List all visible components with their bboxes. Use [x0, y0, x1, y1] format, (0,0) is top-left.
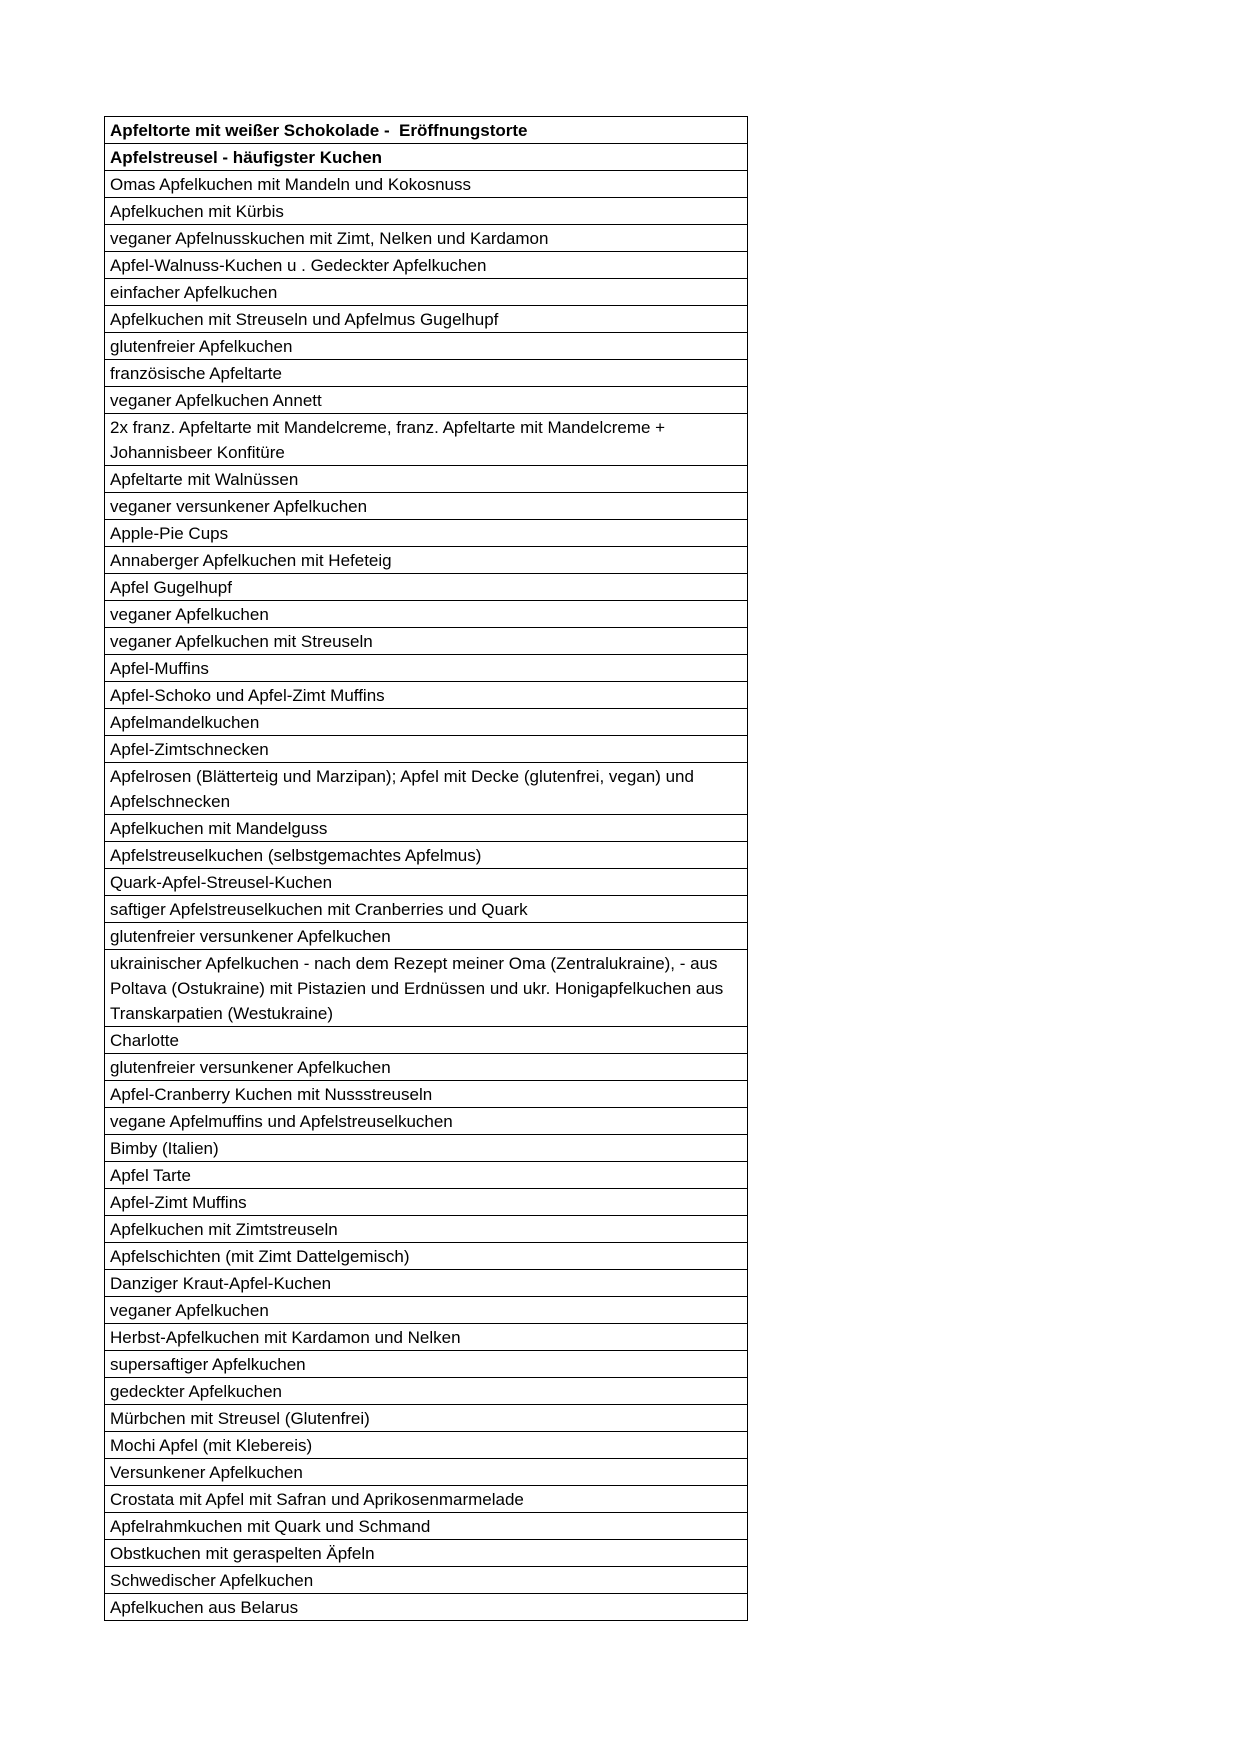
cake-name-cell: Charlotte — [105, 1027, 748, 1054]
cake-name-cell: Apfel-Schoko und Apfel-Zimt Muffins — [105, 682, 748, 709]
table-row — [105, 144, 748, 171]
table-row — [105, 842, 748, 869]
cake-name-cell: Apfelrosen (Blätterteig und Marzipan); Apfel mit Decke (glutenfrei, vegan) und Apfelschnecken — [105, 763, 748, 815]
cake-name-cell: veganer Apfelkuchen — [105, 601, 748, 628]
cake-name-cell: Apfel-Zimt Muffins — [105, 1189, 748, 1216]
table-row — [105, 252, 748, 279]
table-row — [105, 1297, 748, 1324]
cake-name-cell: Apfeltorte mit weißer Schokolade - Eröffnungstorte — [105, 117, 748, 144]
cake-name-cell: Versunkener Apfelkuchen — [105, 1459, 748, 1486]
table-row — [105, 1567, 748, 1594]
table-row — [105, 1324, 748, 1351]
table-row — [105, 1540, 748, 1567]
table-row — [105, 601, 748, 628]
table-row — [105, 360, 748, 387]
cake-name-cell: ukrainischer Apfelkuchen - nach dem Rezept meiner Oma (Zentralukraine), - aus Poltava (Ostukraine) mit Pistazien und Erdnüssen und ukr. Honigapfelkuchen aus Transkarpatien (Westukraine) — [105, 950, 748, 1027]
cake-name-cell: glutenfreier Apfelkuchen — [105, 333, 748, 360]
table-row — [105, 763, 748, 815]
cake-name-cell: Apfelrahmkuchen mit Quark und Schmand — [105, 1513, 748, 1540]
cake-name-cell: französische Apfeltarte — [105, 360, 748, 387]
table-row — [105, 547, 748, 574]
cake-name-cell: vegane Apfelmuffins und Apfelstreuselkuchen — [105, 1108, 748, 1135]
table-row — [105, 1162, 748, 1189]
table-row — [105, 574, 748, 601]
cake-name-cell: veganer versunkener Apfelkuchen — [105, 493, 748, 520]
table-row — [105, 1432, 748, 1459]
cake-name-cell: glutenfreier versunkener Apfelkuchen — [105, 923, 748, 950]
cake-name-cell: Apfelschichten (mit Zimt Dattelgemisch) — [105, 1243, 748, 1270]
table-row — [105, 923, 748, 950]
cake-name-cell: veganer Apfelnusskuchen mit Zimt, Nelken und Kardamon — [105, 225, 748, 252]
table-row — [105, 279, 748, 306]
cake-name-cell: Apfel-Walnuss-Kuchen u . Gedeckter Apfelkuchen — [105, 252, 748, 279]
table-row — [105, 1459, 748, 1486]
table-row — [105, 1135, 748, 1162]
cake-name-cell: Annaberger Apfelkuchen mit Hefeteig — [105, 547, 748, 574]
table-row — [105, 628, 748, 655]
cake-name-cell: Apfel Gugelhupf — [105, 574, 748, 601]
cake-name-cell: Apfelkuchen aus Belarus — [105, 1594, 748, 1621]
table-row — [105, 1108, 748, 1135]
cake-list-table — [104, 116, 748, 1621]
cake-name-cell: Crostata mit Apfel mit Safran und Aprikosenmarmelade — [105, 1486, 748, 1513]
cake-name-cell: Apfel Tarte — [105, 1162, 748, 1189]
cake-name-cell: saftiger Apfelstreuselkuchen mit Cranberries und Quark — [105, 896, 748, 923]
table-row — [105, 655, 748, 682]
table-row — [105, 387, 748, 414]
table-row — [105, 682, 748, 709]
cake-name-cell: einfacher Apfelkuchen — [105, 279, 748, 306]
cake-name-cell: Danziger Kraut-Apfel-Kuchen — [105, 1270, 748, 1297]
table-row — [105, 1216, 748, 1243]
table-row — [105, 225, 748, 252]
cake-name-cell: Apfelkuchen mit Kürbis — [105, 198, 748, 225]
cake-name-cell: Apfelstreuselkuchen (selbstgemachtes Apfelmus) — [105, 842, 748, 869]
cake-name-cell: Schwedischer Apfelkuchen — [105, 1567, 748, 1594]
table-row — [105, 1189, 748, 1216]
cake-list-body — [105, 117, 748, 1621]
table-row — [105, 1378, 748, 1405]
table-row — [105, 171, 748, 198]
table-row — [105, 1594, 748, 1621]
cake-name-cell: gedeckter Apfelkuchen — [105, 1378, 748, 1405]
cake-name-cell: Apfel-Cranberry Kuchen mit Nussstreuseln — [105, 1081, 748, 1108]
table-row — [105, 1027, 748, 1054]
cake-name-cell: Bimby (Italien) — [105, 1135, 748, 1162]
table-row — [105, 1513, 748, 1540]
table-row — [105, 1081, 748, 1108]
table-row — [105, 1270, 748, 1297]
table-row — [105, 1486, 748, 1513]
cake-name-cell: Apfelmandelkuchen — [105, 709, 748, 736]
table-row — [105, 198, 748, 225]
cake-name-cell: glutenfreier versunkener Apfelkuchen — [105, 1054, 748, 1081]
cake-name-cell: Obstkuchen mit geraspelten Äpfeln — [105, 1540, 748, 1567]
table-row — [105, 869, 748, 896]
cake-name-cell: Apfel-Muffins — [105, 655, 748, 682]
cake-name-cell: Apfelkuchen mit Mandelguss — [105, 815, 748, 842]
table-row — [105, 333, 748, 360]
cake-name-cell: Apfel-Zimtschnecken — [105, 736, 748, 763]
table-row — [105, 520, 748, 547]
table-row — [105, 815, 748, 842]
table-row — [105, 1351, 748, 1378]
cake-name-cell: Apfelkuchen mit Zimtstreuseln — [105, 1216, 748, 1243]
table-row — [105, 1054, 748, 1081]
cake-name-cell: 2x franz. Apfeltarte mit Mandelcreme, franz. Apfeltarte mit Mandelcreme + Johannisbeer Konfitüre — [105, 414, 748, 466]
table-row — [105, 736, 748, 763]
table-row — [105, 117, 748, 144]
cake-name-cell: Herbst-Apfelkuchen mit Kardamon und Nelken — [105, 1324, 748, 1351]
table-row — [105, 709, 748, 736]
table-row — [105, 306, 748, 333]
cake-name-cell: veganer Apfelkuchen — [105, 1297, 748, 1324]
cake-name-cell: Apfelstreusel - häufigster Kuchen — [105, 144, 748, 171]
table-row — [105, 414, 748, 466]
cake-name-cell: supersaftiger Apfelkuchen — [105, 1351, 748, 1378]
table-row — [105, 1405, 748, 1432]
table-row — [105, 1243, 748, 1270]
cake-name-cell: Mürbchen mit Streusel (Glutenfrei) — [105, 1405, 748, 1432]
cake-name-cell: Omas Apfelkuchen mit Mandeln und Kokosnuss — [105, 171, 748, 198]
cake-name-cell: veganer Apfelkuchen Annett — [105, 387, 748, 414]
cake-name-cell: Apple-Pie Cups — [105, 520, 748, 547]
table-row — [105, 950, 748, 1027]
table-row — [105, 896, 748, 923]
table-row — [105, 466, 748, 493]
cake-name-cell: Quark-Apfel-Streusel-Kuchen — [105, 869, 748, 896]
cake-name-cell: Apfelkuchen mit Streuseln und Apfelmus Gugelhupf — [105, 306, 748, 333]
cake-name-cell: veganer Apfelkuchen mit Streuseln — [105, 628, 748, 655]
cake-name-cell: Mochi Apfel (mit Klebereis) — [105, 1432, 748, 1459]
table-row — [105, 493, 748, 520]
cake-name-cell: Apfeltarte mit Walnüssen — [105, 466, 748, 493]
